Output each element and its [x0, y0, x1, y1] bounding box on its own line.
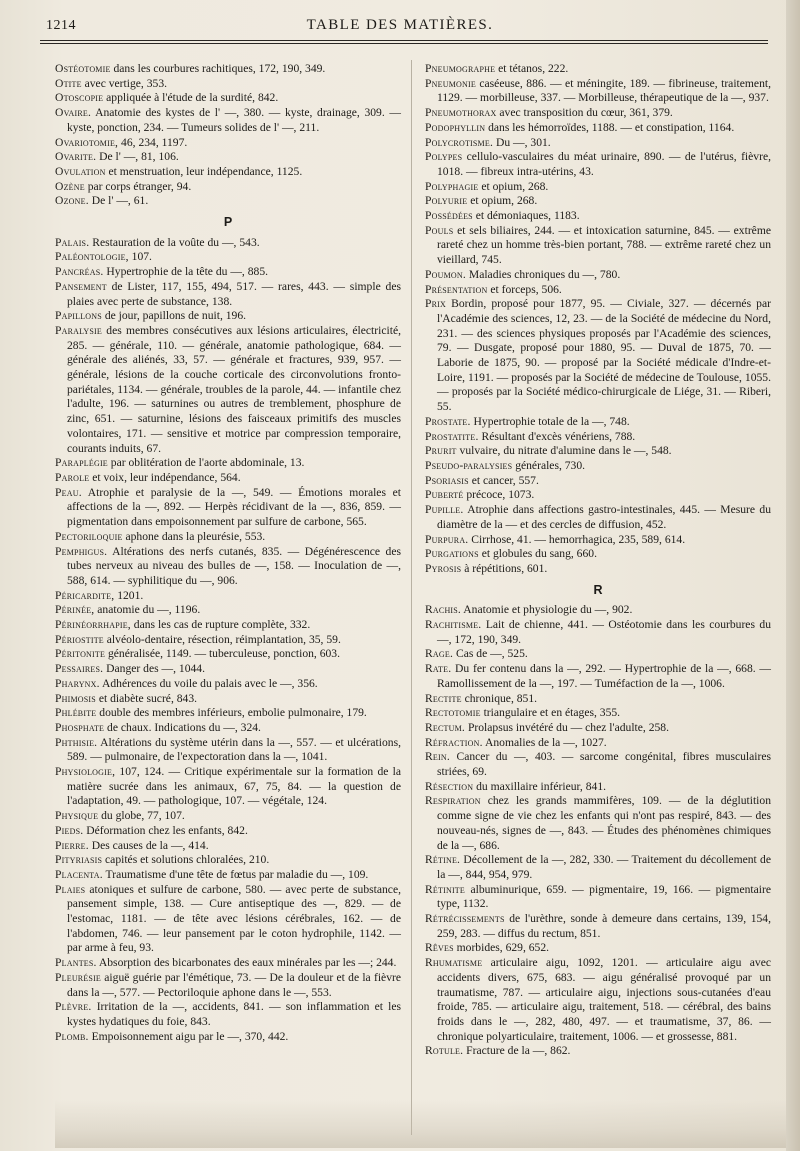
entry-heading: Phthisie.	[55, 735, 98, 749]
entry-heading: Podophyllin	[425, 120, 486, 134]
entry-heading: Prurit	[425, 444, 457, 458]
entry-heading: Résection	[425, 779, 474, 793]
entry-heading: Pouls	[425, 223, 454, 237]
entry-text: et démoniaques, 1183.	[472, 209, 580, 223]
entry-heading: Pancréas.	[55, 265, 104, 279]
entry-text: chronique, 851.	[461, 691, 538, 705]
index-entry	[425, 736, 771, 751]
index-entry	[55, 309, 401, 324]
entry-heading: Otite	[55, 76, 82, 90]
entry-heading: Pemphigus.	[55, 544, 108, 558]
entry-text: Hypertrophie totale de la —, 748.	[470, 414, 630, 428]
bleed-through-shadow	[55, 1100, 790, 1148]
entry-heading: Polyphagie	[425, 179, 479, 193]
entry-heading: Physique	[55, 809, 99, 823]
entry-text: Maladies chroniques du —, 780.	[465, 267, 621, 281]
index-entry	[55, 618, 401, 633]
right-column	[425, 62, 771, 1059]
entry-text: de chaux. Indications du —, 324.	[104, 720, 261, 734]
entry-heading: Purgations	[425, 547, 479, 561]
entry-text: 107, 124. — Critique expérimentale sur la formation de la matière sucrée dans les animaux, 67, 75, 84. — la question de l'adaptation, 49. — pathologique, 107. — végétale, 124.	[67, 765, 401, 808]
entry-heading: Polyurie	[425, 194, 468, 208]
index-entry	[425, 883, 771, 912]
index-entry	[55, 265, 401, 280]
index-entry	[55, 706, 401, 721]
entry-text: Cancer du —, 403. — sarcome congénital, fibres musculaires striées, 69.	[437, 750, 771, 779]
entry-text: et opium, 268.	[478, 179, 549, 193]
index-entry	[425, 194, 771, 209]
entry-text: généralisée, 1149. — tuberculeuse, ponction, 603.	[105, 647, 340, 661]
entry-text: Danger des —, 1044.	[103, 662, 205, 676]
index-entry	[425, 503, 771, 532]
entry-text: précoce, 1073.	[463, 488, 535, 502]
entry-text: Anatomie des kystes de l' —, 380. — kyste, drainage, 309. — kyste, ponction, 234. — Tumeurs solides de l' —, 211.	[67, 106, 401, 134]
entry-text: atoniques et sulfure de carbone, 580. — avec perte de substance, pansement simple, 138. — Cure antiseptique des —, 829. — de l'estomac, 1181. — de tête avec lésions cérébrales, 162. — de l'abdomen, 746. — leur pansement par le coton hydrophile, 1142. — par arme à feu, 93.	[67, 882, 401, 955]
entry-text: et cancer, 557.	[468, 473, 539, 487]
entry-text: Hypertrophie de la tête du —, 885.	[103, 265, 269, 279]
index-entry	[55, 194, 401, 209]
entry-heading: Périostite	[55, 632, 104, 646]
entry-heading: Pupille.	[425, 503, 464, 517]
index-entry	[425, 297, 771, 415]
entry-heading: Pyrosis	[425, 561, 462, 575]
index-entry	[425, 912, 771, 941]
entry-text: capités et solutions chloralées, 210.	[102, 853, 270, 867]
index-entry	[55, 250, 401, 265]
index-entry	[55, 603, 401, 618]
index-entry	[55, 1030, 401, 1045]
entry-heading: Prostatite.	[425, 429, 479, 443]
page-number: 1214	[46, 18, 76, 33]
entry-text: 1201.	[114, 588, 144, 602]
entry-text: de jour, papillons de nuit, 196.	[101, 309, 247, 323]
entry-text: De l' —, 81, 106.	[96, 150, 179, 164]
index-entry	[55, 633, 401, 648]
entry-text: chez les grands mammifères, 109. — de la déglutition comme signe de vie chez les enfants qui n'ont pas respiré, 843. — des nouveau-nés, signes de —, 843. — Études des phénomènes chimiques de la —, 686.	[437, 794, 771, 852]
index-entry	[55, 324, 401, 456]
entry-heading: Physiologie,	[55, 765, 116, 779]
index-entry	[55, 809, 401, 824]
entry-heading: Ozone.	[55, 194, 89, 208]
entry-text: Altérations du système utérin dans la —, 557. — et ulcérations, 589. — pulmonaire, de l'expectoration dans la —, 1041.	[67, 735, 401, 764]
entry-text: triangulaire et en étages, 355.	[480, 706, 621, 720]
entry-heading: Rectite	[425, 691, 462, 705]
entry-text: appliquée à l'étude de la surdité, 842.	[103, 91, 279, 105]
entry-text: et tétanos, 222.	[495, 62, 569, 75]
entry-heading: Phosphate	[55, 720, 105, 734]
index-entry	[55, 839, 401, 854]
entry-heading: Pneumographe	[425, 62, 496, 75]
entry-heading: Rate.	[425, 662, 452, 676]
entry-heading: Rhumatisme	[425, 956, 483, 970]
index-entry	[55, 589, 401, 604]
section-letter: R	[593, 582, 603, 597]
entry-text: Lait de chienne, 441. — Ostéotomie dans les courbures du —, 172, 190, 349.	[437, 618, 771, 646]
entry-heading: Pneumonie	[425, 76, 476, 90]
entry-heading: Pessaires.	[55, 662, 104, 676]
index-entry	[425, 956, 771, 1044]
index-entry	[55, 677, 401, 692]
entry-text: et forceps, 506.	[487, 282, 562, 296]
index-entry	[425, 209, 771, 224]
entry-text: Empoisonnement aigu par le —, 370, 442.	[88, 1029, 289, 1043]
entry-text: Bordin, proposé pour 1877, 95. — Civiale, 327. — décernés par l'Académie des sciences, 12, 23. — de la Société de médecine du Nord, 231. — des sciences physiques proposés par l'Académie des sciences, 79. — Dusgate, proposé pour 1880, 95. — Duval de 1875, 70. — Laborie de 1875, 90. — proposé par la Société médicale d'Indre-et-Loire, 1191. — proposés par la Société de médecine de Toulouse, 1055. — proposés par la Société médico-chirurgicale de Liége, 31. — Riberi, 55.	[437, 297, 771, 414]
entry-text: De l' —, 61.	[88, 194, 149, 208]
entry-text: avec vertige, 353.	[81, 76, 168, 90]
entry-text: Anomalies de la —, 1027.	[482, 735, 607, 749]
entry-text: avec transposition du cœur, 361, 379.	[496, 106, 673, 120]
entry-heading: Rétinite	[425, 882, 465, 896]
index-entry	[425, 794, 771, 853]
entry-text: cellulo-vasculaires du méat urinaire, 890. — de l'utérus, fièvre, 1018. — fibreux intra-utérins, 43.	[437, 150, 771, 178]
entry-heading: Rétine.	[425, 853, 461, 867]
entry-heading: Paléontologie,	[55, 250, 129, 264]
index-entry	[425, 547, 771, 562]
index-entry	[425, 488, 771, 503]
entry-text: caséeuse, 886. — et méningite, 189. — fibrineuse, traitement, 1129. — morbilleuse, 337. — Morbilleuse, thérapeutique de la —, 937.	[437, 76, 771, 105]
entry-text: aphone dans la pleurésie, 553.	[122, 529, 266, 543]
entry-heading: Peau.	[55, 485, 82, 499]
index-entry	[55, 106, 401, 135]
entry-heading: Plomb.	[55, 1029, 89, 1043]
index-entry	[425, 474, 771, 489]
entry-heading: Ovariotomie,	[55, 135, 119, 149]
entry-text: de Lister, 117, 155, 494, 517. — rares, 443. — simple des plaies avec perte de substance, 138.	[67, 279, 401, 308]
entry-text: Cirrhose, 41. — hemorrhagica, 235, 589, 614.	[468, 532, 686, 546]
index-entry	[425, 662, 771, 691]
entry-heading: Plantes.	[55, 956, 97, 970]
index-entry	[425, 415, 771, 430]
header-rule-double	[40, 43, 768, 44]
index-entry	[425, 706, 771, 721]
entry-heading: Respiration	[425, 794, 481, 808]
index-entry	[425, 224, 771, 268]
entry-text: Déformation chez les enfants, 842.	[83, 823, 248, 837]
entry-text: articulaire aigu, 1092, 1201. — articulaire aigu avec accidents divers, 675, 683. — aigu généralisé provoqué par un traumatisme, 787. — articulaire aigu, injections sous-cutanées d'eau froide, 785. — articulaire aigu, traitement, 518. — cérébral, des bains froids dans le —, 282, 480, 497. — et traumatisme, 37, 86. — chronique polyarticulaire, traitement, 1006. — et grossesse, 881.	[437, 956, 771, 1043]
index-entry	[425, 533, 771, 548]
entry-text: Décollement de la —, 282, 330. — Traitement du décollement de la —, 844, 954, 979.	[437, 853, 771, 881]
entry-text: Résultant d'excès vénériens, 788.	[478, 429, 636, 443]
index-entry	[55, 956, 401, 971]
entry-text: dans les courbures rachitiques, 172, 190, 349.	[110, 62, 326, 75]
entry-heading: Rein.	[425, 750, 450, 764]
entry-heading: Phlébite	[55, 706, 97, 720]
entry-heading: Ovaire.	[55, 106, 92, 120]
entry-heading: Polypes	[425, 150, 463, 164]
entry-text: 107.	[128, 250, 152, 264]
entry-heading: Paraplégie	[55, 456, 108, 470]
entry-text: Du fer contenu dans la —, 292. — Hypertrophie de la —, 668. — Ramollissement de la —, 197. — Tuméfaction de la —, 1006.	[437, 662, 771, 690]
entry-text: Cas de —, 525.	[453, 647, 528, 661]
entry-text: anatomie du —, 1196.	[94, 603, 201, 617]
index-entry	[55, 971, 401, 1000]
page-header	[20, 16, 780, 38]
entry-heading: Périnéorrhapie,	[55, 618, 131, 632]
entry-heading: Rotule.	[425, 1044, 464, 1058]
index-entry	[425, 721, 771, 736]
index-entry	[55, 280, 401, 309]
entry-text: et globules du sang, 660.	[478, 547, 597, 561]
entry-heading: Pansement	[55, 279, 107, 293]
index-entry	[55, 765, 401, 809]
index-entry	[55, 883, 401, 957]
entry-heading: Pityriasis	[55, 853, 103, 867]
section-letter: P	[223, 215, 233, 230]
entry-heading: Rachitisme.	[425, 618, 482, 632]
index-entry	[425, 603, 771, 618]
entry-text: générales, 730.	[512, 458, 586, 472]
index-entry	[55, 180, 401, 195]
index-entry	[425, 283, 771, 298]
entry-heading: Pleurésie	[55, 970, 102, 984]
entry-text: Atrophie et paralysie de la —, 549. — Émotions morales et affections de la —, 892. — Herpès récidivant de la —, 836, 859. — pigmentation dans empoisonnement par sulfure de carbone, 565.	[67, 485, 401, 529]
entry-heading: Plèvre.	[55, 1000, 92, 1014]
entry-text: 46, 234, 1197.	[118, 135, 188, 149]
index-entry	[425, 106, 771, 121]
entry-heading: Ostéotomie	[55, 62, 111, 75]
entry-text: et voix, leur indépendance, 564.	[89, 470, 241, 484]
index-entry	[55, 662, 401, 677]
entry-heading: Psoriasis	[425, 473, 469, 487]
entry-text: Atrophie dans affections gastro-intestinales, 445. — Mesure du diamètre de la — et des cercles de diffusion, 452.	[437, 503, 771, 531]
page-edge	[786, 0, 800, 1151]
index-entry	[425, 941, 771, 956]
entry-text: Des causes de la —, 414.	[88, 838, 209, 852]
index-entry	[55, 150, 401, 165]
index-entry	[425, 647, 771, 662]
entry-heading: Présentation	[425, 282, 488, 296]
index-entry	[425, 853, 771, 882]
index-entry	[55, 868, 401, 883]
entry-text: Traumatisme d'une tête de fœtus par maladie du —, 109.	[102, 867, 369, 881]
index-entry	[55, 853, 401, 868]
entry-heading: Prostate.	[425, 414, 471, 428]
left-column	[55, 62, 401, 1044]
index-entry	[425, 1044, 771, 1059]
entry-heading: Pectoriloquie	[55, 529, 123, 543]
index-entry	[55, 824, 401, 839]
entry-heading: Rachis.	[425, 603, 462, 617]
entry-text: Restauration de la voûte du —, 543.	[89, 235, 260, 249]
entry-heading: Purpura.	[425, 532, 469, 546]
entry-heading: Otoscopie	[55, 91, 104, 105]
entry-heading: Pseudo-paralysies	[425, 458, 513, 472]
index-entry	[55, 136, 401, 151]
entry-text: dans les cas de rupture complète, 332.	[130, 618, 311, 632]
index-entry	[55, 62, 401, 77]
entry-heading: Prix	[425, 297, 447, 311]
entry-heading: Pneumothorax	[425, 106, 497, 120]
index-entry	[425, 562, 771, 577]
entry-text: Irritation de la —, accidents, 841. — son inflammation et les kystes hydatiques du foie, 843.	[67, 1000, 401, 1028]
index-entry	[425, 430, 771, 445]
index-entry	[425, 62, 771, 77]
entry-heading: Rage.	[425, 647, 454, 661]
entry-text: Fracture de la —, 862.	[463, 1044, 571, 1058]
entry-text: de l'urèthre, sonde à demeure dans certains, 139, 154, 259, 283. — diffus du rectum, 851.	[437, 912, 771, 940]
index-entry	[55, 545, 401, 589]
index-entry	[55, 486, 401, 530]
entry-text: vulvaire, du nitrate d'alumine dans le —, 548.	[456, 444, 672, 458]
entry-heading: Polycrotisme.	[425, 135, 494, 149]
entry-text: du globe, 77, 107.	[98, 809, 185, 823]
entry-text: dans les hémorroïdes, 1188. — et constipation, 1164.	[485, 120, 735, 134]
entry-heading: Pharynx.	[55, 676, 100, 690]
entry-heading: Poumon.	[425, 267, 466, 281]
running-title: TABLE DES MATIÈRES.	[306, 17, 494, 33]
entry-heading: Puberté	[425, 488, 464, 502]
entry-heading: Papillons	[55, 309, 102, 323]
entry-heading: Phimosis	[55, 691, 96, 705]
index-entry	[55, 647, 401, 662]
index-entry	[425, 268, 771, 283]
entry-text: aiguë guérie par l'émétique, 73. — De la douleur et de la fièvre dans la —, 577. — Pectoriloquie aphone dans le —, 553.	[67, 970, 401, 999]
entry-heading: Parole	[55, 470, 90, 484]
entry-text: et diabète sucré, 843.	[95, 691, 198, 705]
entry-heading: Placenta.	[55, 867, 103, 881]
index-entry	[55, 77, 401, 92]
entry-heading: Ovulation	[55, 164, 106, 178]
header-rule	[40, 40, 768, 41]
index-entry	[425, 77, 771, 106]
entry-text: à répétitions, 601.	[461, 561, 548, 575]
index-entry	[55, 165, 401, 180]
entry-text: alvéolo-dentaire, résection, réimplantation, 35, 59.	[103, 632, 341, 646]
entry-heading: Pierre.	[55, 838, 89, 852]
entry-text: Prolapsus invétéré du — chez l'adulte, 258.	[465, 720, 670, 734]
entry-heading: Ovarite.	[55, 150, 97, 164]
index-entry	[55, 736, 401, 765]
entry-text: Adhérences du voile du palais avec le —, 356.	[99, 676, 318, 690]
entry-heading: Rectum.	[425, 720, 466, 734]
entry-heading: Périnée,	[55, 603, 95, 617]
index-entry	[55, 721, 401, 736]
entry-text: double des membres inférieurs, embolie pulmonaire, 179.	[96, 706, 367, 720]
entry-text: Absorption des bicarbonates des eaux minérales par les —; 244.	[96, 956, 397, 970]
entry-heading: Ozène	[55, 179, 85, 193]
index-entry	[425, 136, 771, 151]
entry-text: Du —, 301.	[493, 135, 551, 149]
index-entry	[55, 471, 401, 486]
index-entry	[425, 121, 771, 136]
index-entry	[425, 150, 771, 179]
entry-text: morbides, 629, 652.	[453, 941, 550, 955]
index-entry	[425, 780, 771, 795]
entry-heading: Rectotomie	[425, 706, 481, 720]
entry-text: et sels biliaires, 244. — et intoxication saturnine, 845. — extrême rareté chez un homme très-bien portant, 788. — extrême rareté chez un vieillard, 745.	[437, 223, 771, 267]
index-entry	[55, 692, 401, 707]
index-entry	[425, 180, 771, 195]
entry-heading: Rétrécissements	[425, 912, 505, 926]
entry-text: du maxillaire inférieur, 841.	[473, 779, 607, 793]
entry-text: par corps étranger, 94.	[84, 179, 192, 193]
entry-text: et opium, 268.	[467, 194, 538, 208]
entry-heading: Paralysie	[55, 323, 103, 337]
entry-text: Anatomie et physiologie du —, 902.	[461, 603, 633, 617]
index-entry	[55, 1000, 401, 1029]
entry-heading: Plaies	[55, 882, 86, 896]
entry-text: par oblitération de l'aorte abdominale, 13.	[107, 456, 305, 470]
entry-text: albuminurique, 659. — pigmentaire, 19, 166. — pigmentaire type, 1132.	[437, 882, 771, 911]
entry-heading: Possédées	[425, 209, 473, 223]
index-entry	[425, 692, 771, 707]
entry-heading: Péritonite	[55, 647, 106, 661]
entry-heading: Péricardite,	[55, 588, 115, 602]
entry-heading: Rêves	[425, 941, 454, 955]
index-entry	[425, 444, 771, 459]
index-entry	[425, 750, 771, 779]
entry-heading: Palais.	[55, 235, 90, 249]
index-entry	[55, 456, 401, 471]
index-entry	[425, 618, 771, 647]
entry-text: Altérations des nerfs cutanés, 835. — Dégénérescence des tubes nerveux au niveau des bulles de —, 158. — Inoculation de —, 588, 614. — syphilitique du —, 906.	[67, 544, 401, 587]
index-entry	[55, 236, 401, 251]
index-entry	[55, 91, 401, 106]
column-divider	[411, 60, 412, 1135]
entry-heading: Réfraction.	[425, 735, 483, 749]
entry-text: et menstruation, leur indépendance, 1125.	[105, 164, 303, 178]
index-entry	[55, 530, 401, 545]
entry-heading: Pieds.	[55, 823, 84, 837]
index-entry	[425, 459, 771, 474]
entry-text: des membres consécutives aux lésions articulaires, électricité, 285. — générale, 110. — générale, anatomie pathologique, 684. — générale des aliénés, 33, 57. — générale et fractures, 939, 957. — générale, lésions de la couche corticale des circonvolutions fronto-pariétales, 1134. — générale, troubles de la parole, 44. — infantile chez l'adulte, 196. — saturnines ou autres de tremblement, phosphure de zinc, 651. — saturnine, lésions des faisceaux primitifs des muscles volontaires, 171. — sensitive et motrice par compression temporaire, courants induits, 67.	[67, 323, 401, 455]
